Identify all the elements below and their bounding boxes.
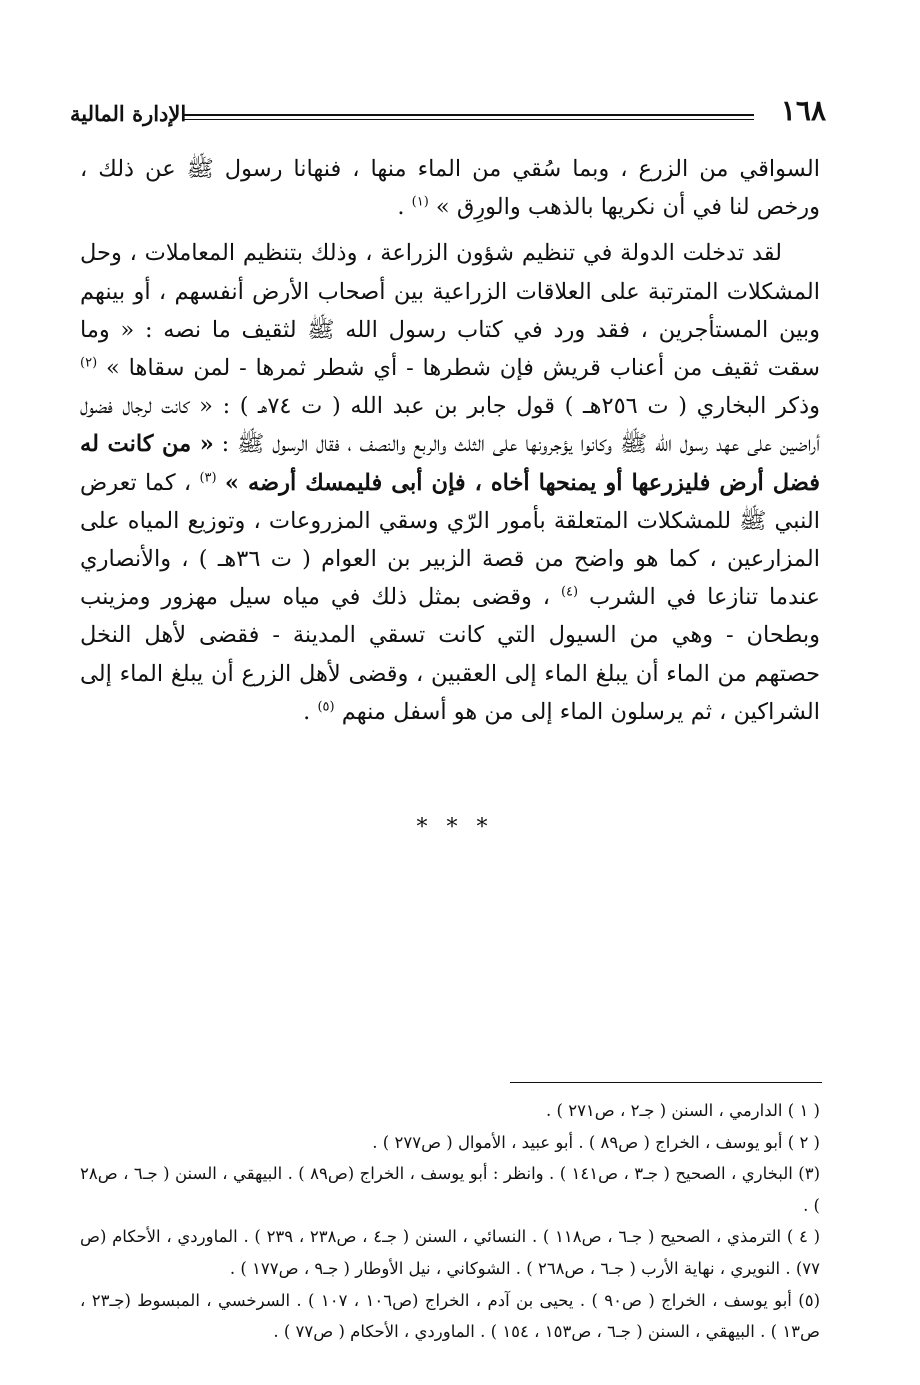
page-number: ١٦٨: [780, 94, 826, 127]
main-text: [80, 150, 820, 731]
footnote: (٥) أبو يوسف ، الخراج ( ص٩٠ ) . يحيى بن آدم ، الخراج (ص١٠٦ ، ١٠٧ ) . السرخسي ، المبسوط (جـ٢٣ ، ص١٣ ) . البيهقي ، السنن ( جـ٦ ، ص١٥٣ ، ١٥٤ ) . الماوردي ، الأحكام ( ص٧٧ ) .: [80, 1290, 820, 1342]
footnote-rule: [510, 1082, 822, 1083]
footnote: ( ٤ ) الترمذي ، الصحيح ( جـ٦ ، ص١١٨ ) . النسائي ، السنن ( جـ٤ ، ص٢٣٨ ، ٢٣٩ ) . الماوردي ، الأحكام (ص ٧٧) . النويري ، نهاية الأرب ( جـ٦ ، ص٢٦٨ ) . الشوكاني ، نيل الأوطار ( جـ٩ ، ص١٧٧ ) .: [80, 1227, 821, 1278]
paragraph-text: .: [397, 194, 412, 221]
header-rule: [182, 114, 754, 120]
page-header: [70, 92, 826, 132]
hadith-quote: « من كانت له فضل أرض فليزرعها أو يمنحها أخاه ، فإن أبى فليمسك أرضه »: [80, 431, 821, 496]
paragraph-text: لقد تدخلت الدولة في تنظيم شؤون الزراعة ، وذلك بتنظيم المعاملات ، وحل المشكلات المترتبة على العلاقات الزراعية بين أصحاب الأرض أنفسهم ، أو بينهم وبين المستأجرين ، فقد ورد في كتاب رسول الله ﷺ لثقيف ما نصه : « وما سقت ثقيف من أعناب قريش فإن شطرها - أي شطر ثمرها - لمن سقاها »: [80, 240, 821, 382]
footnote-ref: (٥): [317, 699, 335, 715]
paragraph-text: وذكر البخاري ( ت ٢٥٦هـ ) قول جابر بن عبد الله ( ت ٧٤هـ ) : « كانت لرجال فضول أراضين على عهد رسول الله ﷺ وكانوا يؤجرونها على الثلث والربع والنصف ، فقال الرسول ﷺ :: [80, 393, 820, 458]
running-title: الإدارة المالية: [70, 101, 187, 126]
footnote-ref: (٣): [199, 470, 217, 486]
footnote: ( ١ ) الدارمي ، السنن ( جـ٢ ، ص٢٧١ ) .: [546, 1101, 820, 1120]
section-separator: * * *: [416, 815, 494, 840]
footnotes: [80, 1095, 820, 1348]
paragraph: [80, 234, 820, 731]
paragraph-text: ، كما تعرض النبي ﷺ للمشكلات المتعلقة بأمور الرّي وسقي المزروعات ، وتوزيع المياه على المزارعين ، كما هو واضح من قصة الزبير بن العوام ( ت ٣٦هـ ) ، والأنصاري عندما تنازعا في الشرب: [80, 469, 821, 611]
paragraph-text: ، وقضى بمثل ذلك في مياه سيل مهزور ومزينب وبطحان - وهي من السيول التي كانت تسقي المدينة - فقضى لأهل النخل حصتهم من الماء أن يبلغ الماء إلى العقبين ، وقضى لأهل الزرع أن يبلغ الماء إلى الشراكين ، ثم يرسلون الماء إلى من هو أسفل منهم: [80, 584, 820, 725]
paragraph-continuation: [80, 150, 820, 226]
paragraph-text: .: [303, 698, 318, 725]
footnote: ( ٢ ) أبو يوسف ، الخراج ( ص٨٩ ) . أبو عبيد ، الأموال ( ص٢٧٧ ) .: [372, 1132, 820, 1152]
footnote-ref: (١): [411, 194, 429, 210]
footnote: (٣) البخاري ، الصحيح ( جـ٣ ، ص١٤١ ) . وانظر : أبو يوسف ، الخراج (ص٨٩ ) . البيهقي ، السنن ( جـ٦ ، ص٢٨ ) .: [80, 1164, 821, 1215]
paragraph-text: السواقي من الزرع ، وبما سُقي من الماء منها ، فنهانا رسول ﷺ عن ذلك ، ورخص لنا في أن نكريها بالذهب والورِق »: [80, 156, 820, 221]
footnote-ref: (٢): [80, 355, 98, 371]
footnote-ref: (٤): [560, 584, 579, 600]
